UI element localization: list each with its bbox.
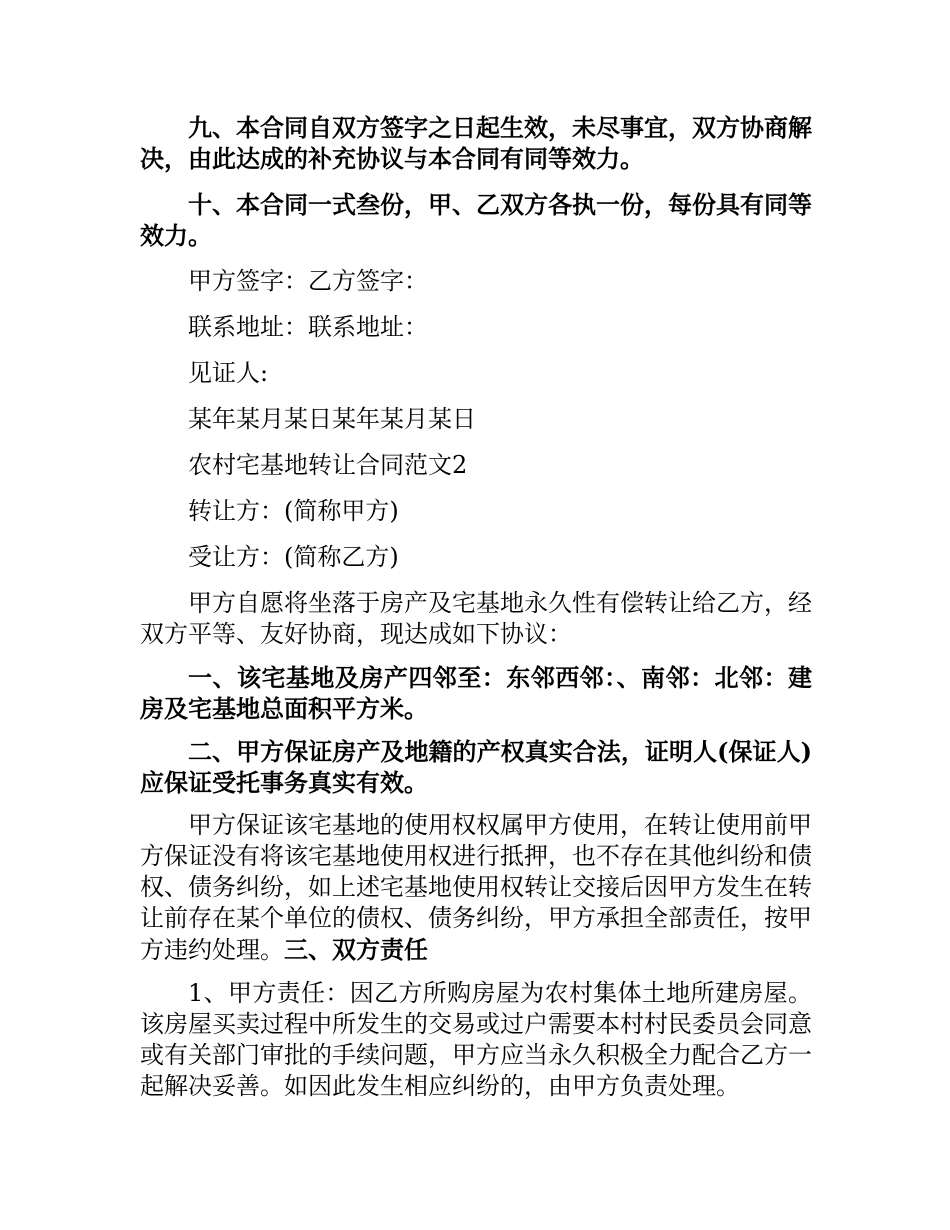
intro-paragraph: 甲方自愿将坐落于房产及宅基地永久性有偿转让给乙方，经双方平等、友好协商，现达成如下协议： [140, 589, 812, 648]
date-line: 某年某月某日某年某月某日 [188, 405, 476, 433]
clause-two: 二、甲方保证房产及地籍的产权真实合法，证明人(保证人)应保证受托事务真实有效。 [140, 737, 812, 797]
witness-line: 见证人: [188, 359, 269, 387]
clause-ten: 十、本合同一式叁份，甲、乙双方各执一份，每份具有同等效力。 [140, 190, 812, 250]
transferee-line: 受让方：(简称乙方) [188, 543, 399, 571]
section-title: 农村宅基地转让合同范文2 [188, 451, 468, 479]
transferor-line: 转让方：(简称甲方) [188, 497, 399, 525]
guarantee-text: 甲方保证该宅基地的使用权权属甲方使用，在转让使用前甲方保证没有将该宅基地使用权进行抵押，也不存在其他纠纷和债权、债务纠纷，如上述宅基地使用权转让交接后因甲方发生在转让前存在某个单位的债权、债务纠纷，甲方承担全部责任，按甲方违约处理。 [140, 811, 812, 964]
signature-line: 甲方签字：乙方签字： [188, 267, 428, 295]
address-line: 联系地址：联系地址： [188, 313, 428, 341]
clause-nine: 九、本合同自双方签字之日起生效，未尽事宜，双方协商解决，由此达成的补充协议与本合同有同等效力。 [140, 113, 812, 173]
party-a-duty-paragraph: 1、甲方责任：因乙方所购房屋为农村集体土地所建房屋。该房屋买卖过程中所发生的交易或过户需要本村村民委员会同意或有关部门审批的手续问题，甲方应当永久积极全力配合乙方一起解决妥善。如因此发生相应纠纷的，由甲方负责处理。 [140, 979, 812, 1100]
guarantee-paragraph [140, 810, 812, 966]
clause-three-heading: 三、双方责任 [284, 935, 428, 964]
document-page [140, 112, 812, 1117]
clause-one: 一、该宅基地及房产四邻至：东邻西邻：、南邻：北邻：建房及宅基地总面积平方米。 [140, 663, 812, 723]
